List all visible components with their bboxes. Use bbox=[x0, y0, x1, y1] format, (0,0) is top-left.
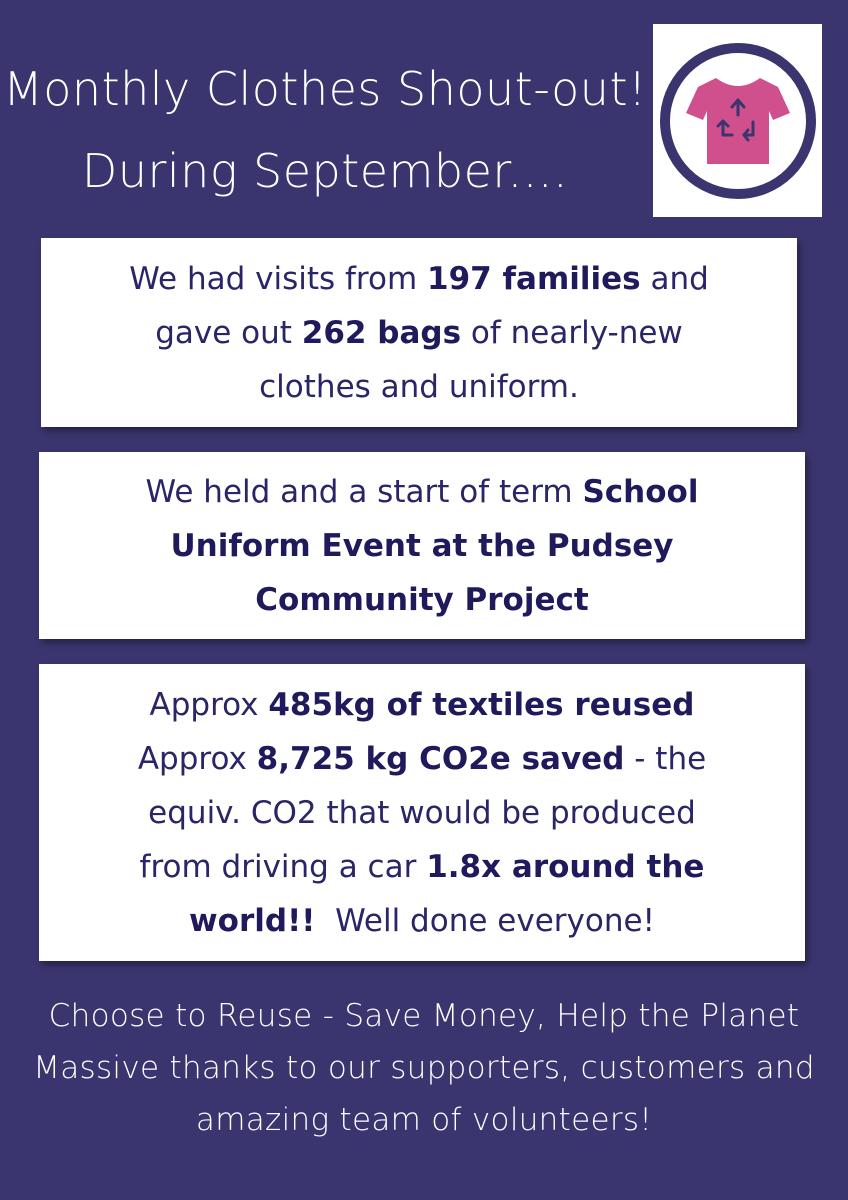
impact-card bbox=[39, 664, 805, 961]
footer-line-2: Massive thanks to our supporters, customers and bbox=[33, 1050, 815, 1086]
footer bbox=[0, 990, 848, 1146]
visits-line-1: We had visits from 197 families and bbox=[129, 260, 709, 297]
impact-line-2: Approx 8,725 kg CO2e saved - the bbox=[137, 740, 707, 777]
visits-line-2: gave out 262 bags of nearly-new bbox=[155, 314, 683, 351]
recycle-tshirt-icon bbox=[658, 41, 818, 201]
page-title bbox=[0, 48, 650, 212]
visits-card bbox=[41, 238, 797, 427]
event-line-1: We held and a start of term School bbox=[145, 473, 699, 510]
impact-line-1: Approx 485kg of textiles reused bbox=[149, 686, 695, 723]
footer-line-1: Choose to Reuse - Save Money, Help the Planet bbox=[48, 998, 800, 1034]
title-line-1: Monthly Clothes Shout-out! bbox=[3, 62, 647, 116]
footer-line-3: amazing team of volunteers! bbox=[195, 1102, 653, 1138]
visits-line-3: clothes and uniform. bbox=[259, 368, 579, 405]
title-line-2: During September.... bbox=[81, 144, 569, 198]
impact-line-4: from driving a car 1.8x around the bbox=[139, 848, 705, 885]
event-line-3: Community Project bbox=[255, 581, 589, 618]
logo bbox=[653, 24, 822, 217]
impact-line-5: world!! Well done everyone! bbox=[189, 902, 655, 939]
event-card bbox=[39, 452, 805, 639]
event-line-2: Uniform Event at the Pudsey bbox=[170, 527, 674, 564]
impact-line-3: equiv. CO2 that would be produced bbox=[148, 794, 696, 831]
